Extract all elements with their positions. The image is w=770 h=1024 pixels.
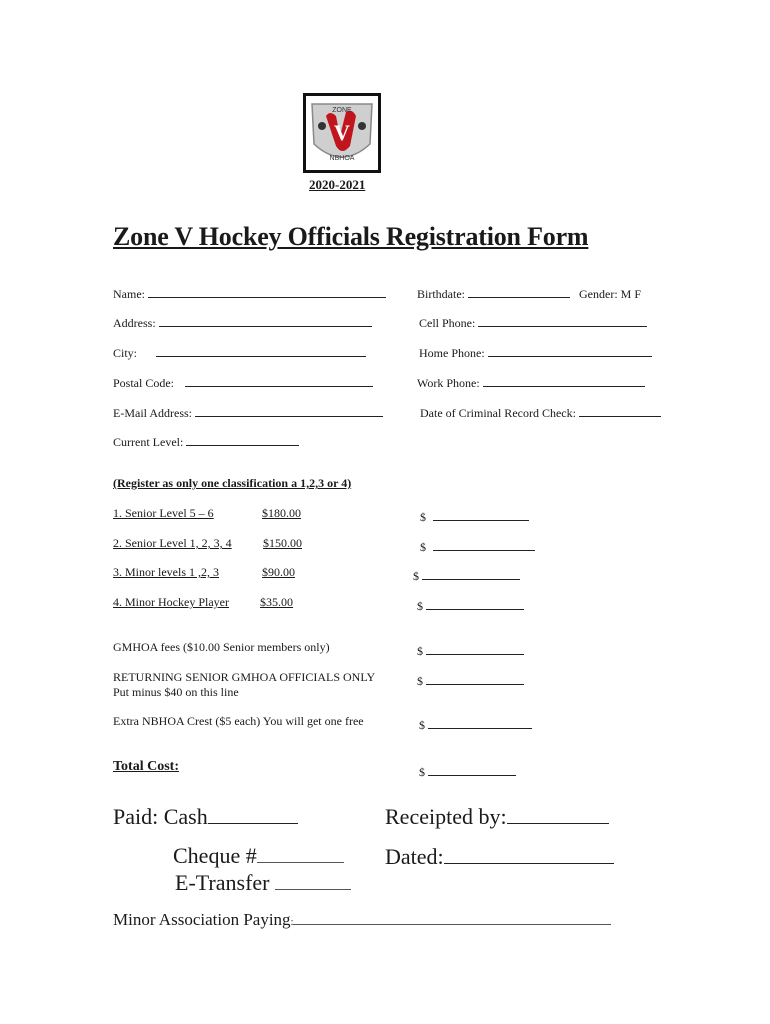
dollar-sign: $	[417, 599, 423, 613]
paid-cash-field[interactable]	[113, 803, 298, 830]
dollar-sign: $	[420, 510, 426, 524]
total-cost-amount[interactable]	[419, 761, 516, 780]
dated-field[interactable]	[385, 843, 614, 870]
classification-4-amount[interactable]	[417, 595, 524, 614]
dollar-sign: $	[417, 644, 423, 658]
dollar-sign: $	[419, 765, 425, 779]
work-phone-line[interactable]	[483, 372, 645, 387]
returning-officials-line[interactable]	[426, 670, 524, 685]
classification-4-price: $35.00	[260, 595, 293, 609]
receipted-by-label: Receipted by:	[385, 804, 507, 829]
address-field[interactable]	[113, 312, 372, 331]
work-phone-label: Work Phone:	[417, 376, 480, 390]
birthdate-field[interactable]	[417, 283, 641, 302]
returning-officials-note: Put minus $40 on this line	[113, 685, 239, 699]
total-cost-line[interactable]	[428, 761, 516, 776]
logo-letter: V	[334, 120, 350, 145]
name-field[interactable]	[113, 283, 386, 302]
current-level-line[interactable]	[186, 431, 299, 446]
name-line[interactable]	[148, 283, 386, 298]
email-label: E-Mail Address:	[113, 406, 192, 420]
home-phone-line[interactable]	[488, 342, 652, 357]
classification-2-line[interactable]	[433, 536, 535, 551]
returning-officials-amount[interactable]	[417, 670, 524, 689]
address-label: Address:	[113, 316, 156, 330]
logo-bottom-text: NBHOA	[329, 155, 355, 162]
crest-label: Extra NBHOA Crest ($5 each) You will get one free	[113, 714, 364, 728]
paid-cash-line[interactable]	[208, 803, 298, 824]
logo-top-text: ZONE	[332, 107, 352, 114]
classification-2-amount[interactable]	[420, 536, 535, 555]
postal-code-line[interactable]	[185, 372, 373, 387]
form-title: Zone V Hockey Officials Registration Form	[113, 222, 589, 251]
dollar-sign: $	[417, 674, 423, 688]
classification-3-amount[interactable]	[413, 565, 520, 584]
crest-line[interactable]	[428, 714, 532, 729]
season-label: 2020-2021	[309, 177, 366, 192]
birthdate-line[interactable]	[468, 283, 570, 298]
etransfer-field[interactable]	[175, 870, 351, 896]
home-phone-label: Home Phone:	[419, 346, 485, 360]
etransfer-line[interactable]	[275, 871, 351, 890]
birthdate-label: Birthdate:	[417, 287, 465, 301]
classification-4-line[interactable]	[426, 595, 524, 610]
cheque-field[interactable]	[173, 843, 344, 869]
classification-1-line[interactable]	[433, 506, 529, 521]
gender-label: Gender: M F	[579, 287, 641, 301]
classification-3-label: 3. Minor levels 1 ,2, 3	[113, 565, 219, 579]
criminal-check-line[interactable]	[579, 402, 661, 417]
minor-association-field[interactable]: Minor Association Paying:	[113, 910, 611, 930]
criminal-check-label: Date of Criminal Record Check:	[420, 406, 576, 420]
postal-code-field[interactable]	[113, 372, 373, 391]
cell-phone-label: Cell Phone:	[419, 316, 476, 330]
receipted-by-line[interactable]	[507, 803, 609, 824]
gmhoa-fees-line[interactable]	[426, 640, 524, 655]
dated-line[interactable]	[444, 843, 614, 864]
classification-2-price: $150.00	[263, 536, 302, 550]
gmhoa-fees-label: GMHOA fees ($10.00 Senior members only)	[113, 640, 330, 654]
cheque-line[interactable]	[257, 844, 344, 863]
current-level-field[interactable]	[113, 431, 299, 450]
name-label: Name:	[113, 287, 145, 301]
dollar-sign: $	[413, 569, 419, 583]
shield-emblem	[306, 96, 378, 170]
zone-v-logo	[303, 93, 381, 173]
classification-4-label: 4. Minor Hockey Player	[113, 595, 229, 609]
work-phone-field[interactable]	[417, 372, 645, 391]
classification-3-line[interactable]	[422, 565, 520, 580]
cheque-label: Cheque #	[173, 843, 257, 868]
city-line[interactable]	[156, 342, 366, 357]
minor-association-line[interactable]	[293, 910, 611, 925]
cell-phone-field[interactable]	[419, 312, 647, 331]
city-field[interactable]	[113, 342, 366, 361]
gmhoa-fees-amount[interactable]	[417, 640, 524, 659]
crest-amount[interactable]	[419, 714, 532, 733]
email-field[interactable]	[113, 402, 383, 421]
address-line[interactable]	[159, 312, 372, 327]
classification-1-amount[interactable]	[420, 506, 529, 525]
etransfer-label: E-Transfer	[175, 870, 270, 895]
cell-phone-line[interactable]	[478, 312, 647, 327]
classification-note: (Register as only one classification a 1,2,3 or 4)	[113, 476, 352, 490]
classification-1-price: $180.00	[262, 506, 301, 520]
criminal-check-field[interactable]	[420, 402, 661, 421]
returning-officials-label: RETURNING SENIOR GMHOA OFFICIALS ONLY	[113, 670, 376, 684]
minor-association-label: Minor Association Paying	[113, 910, 291, 929]
email-line[interactable]	[195, 402, 383, 417]
dollar-sign: $	[420, 540, 426, 554]
receipted-by-field[interactable]	[385, 803, 609, 830]
classification-3-price: $90.00	[262, 565, 295, 579]
dated-label: Dated:	[385, 844, 444, 869]
postal-code-label: Postal Code:	[113, 376, 175, 390]
city-label: City:	[113, 346, 138, 360]
home-phone-field[interactable]	[419, 342, 652, 361]
paid-cash-label: Paid: Cash	[113, 804, 208, 829]
classification-2-label: 2. Senior Level 1, 2, 3, 4	[113, 536, 232, 550]
current-level-label: Current Level:	[113, 435, 184, 449]
dollar-sign: $	[419, 718, 425, 732]
classification-1-label: 1. Senior Level 5 – 6	[113, 506, 214, 520]
total-cost-label: Total Cost:	[113, 759, 179, 774]
